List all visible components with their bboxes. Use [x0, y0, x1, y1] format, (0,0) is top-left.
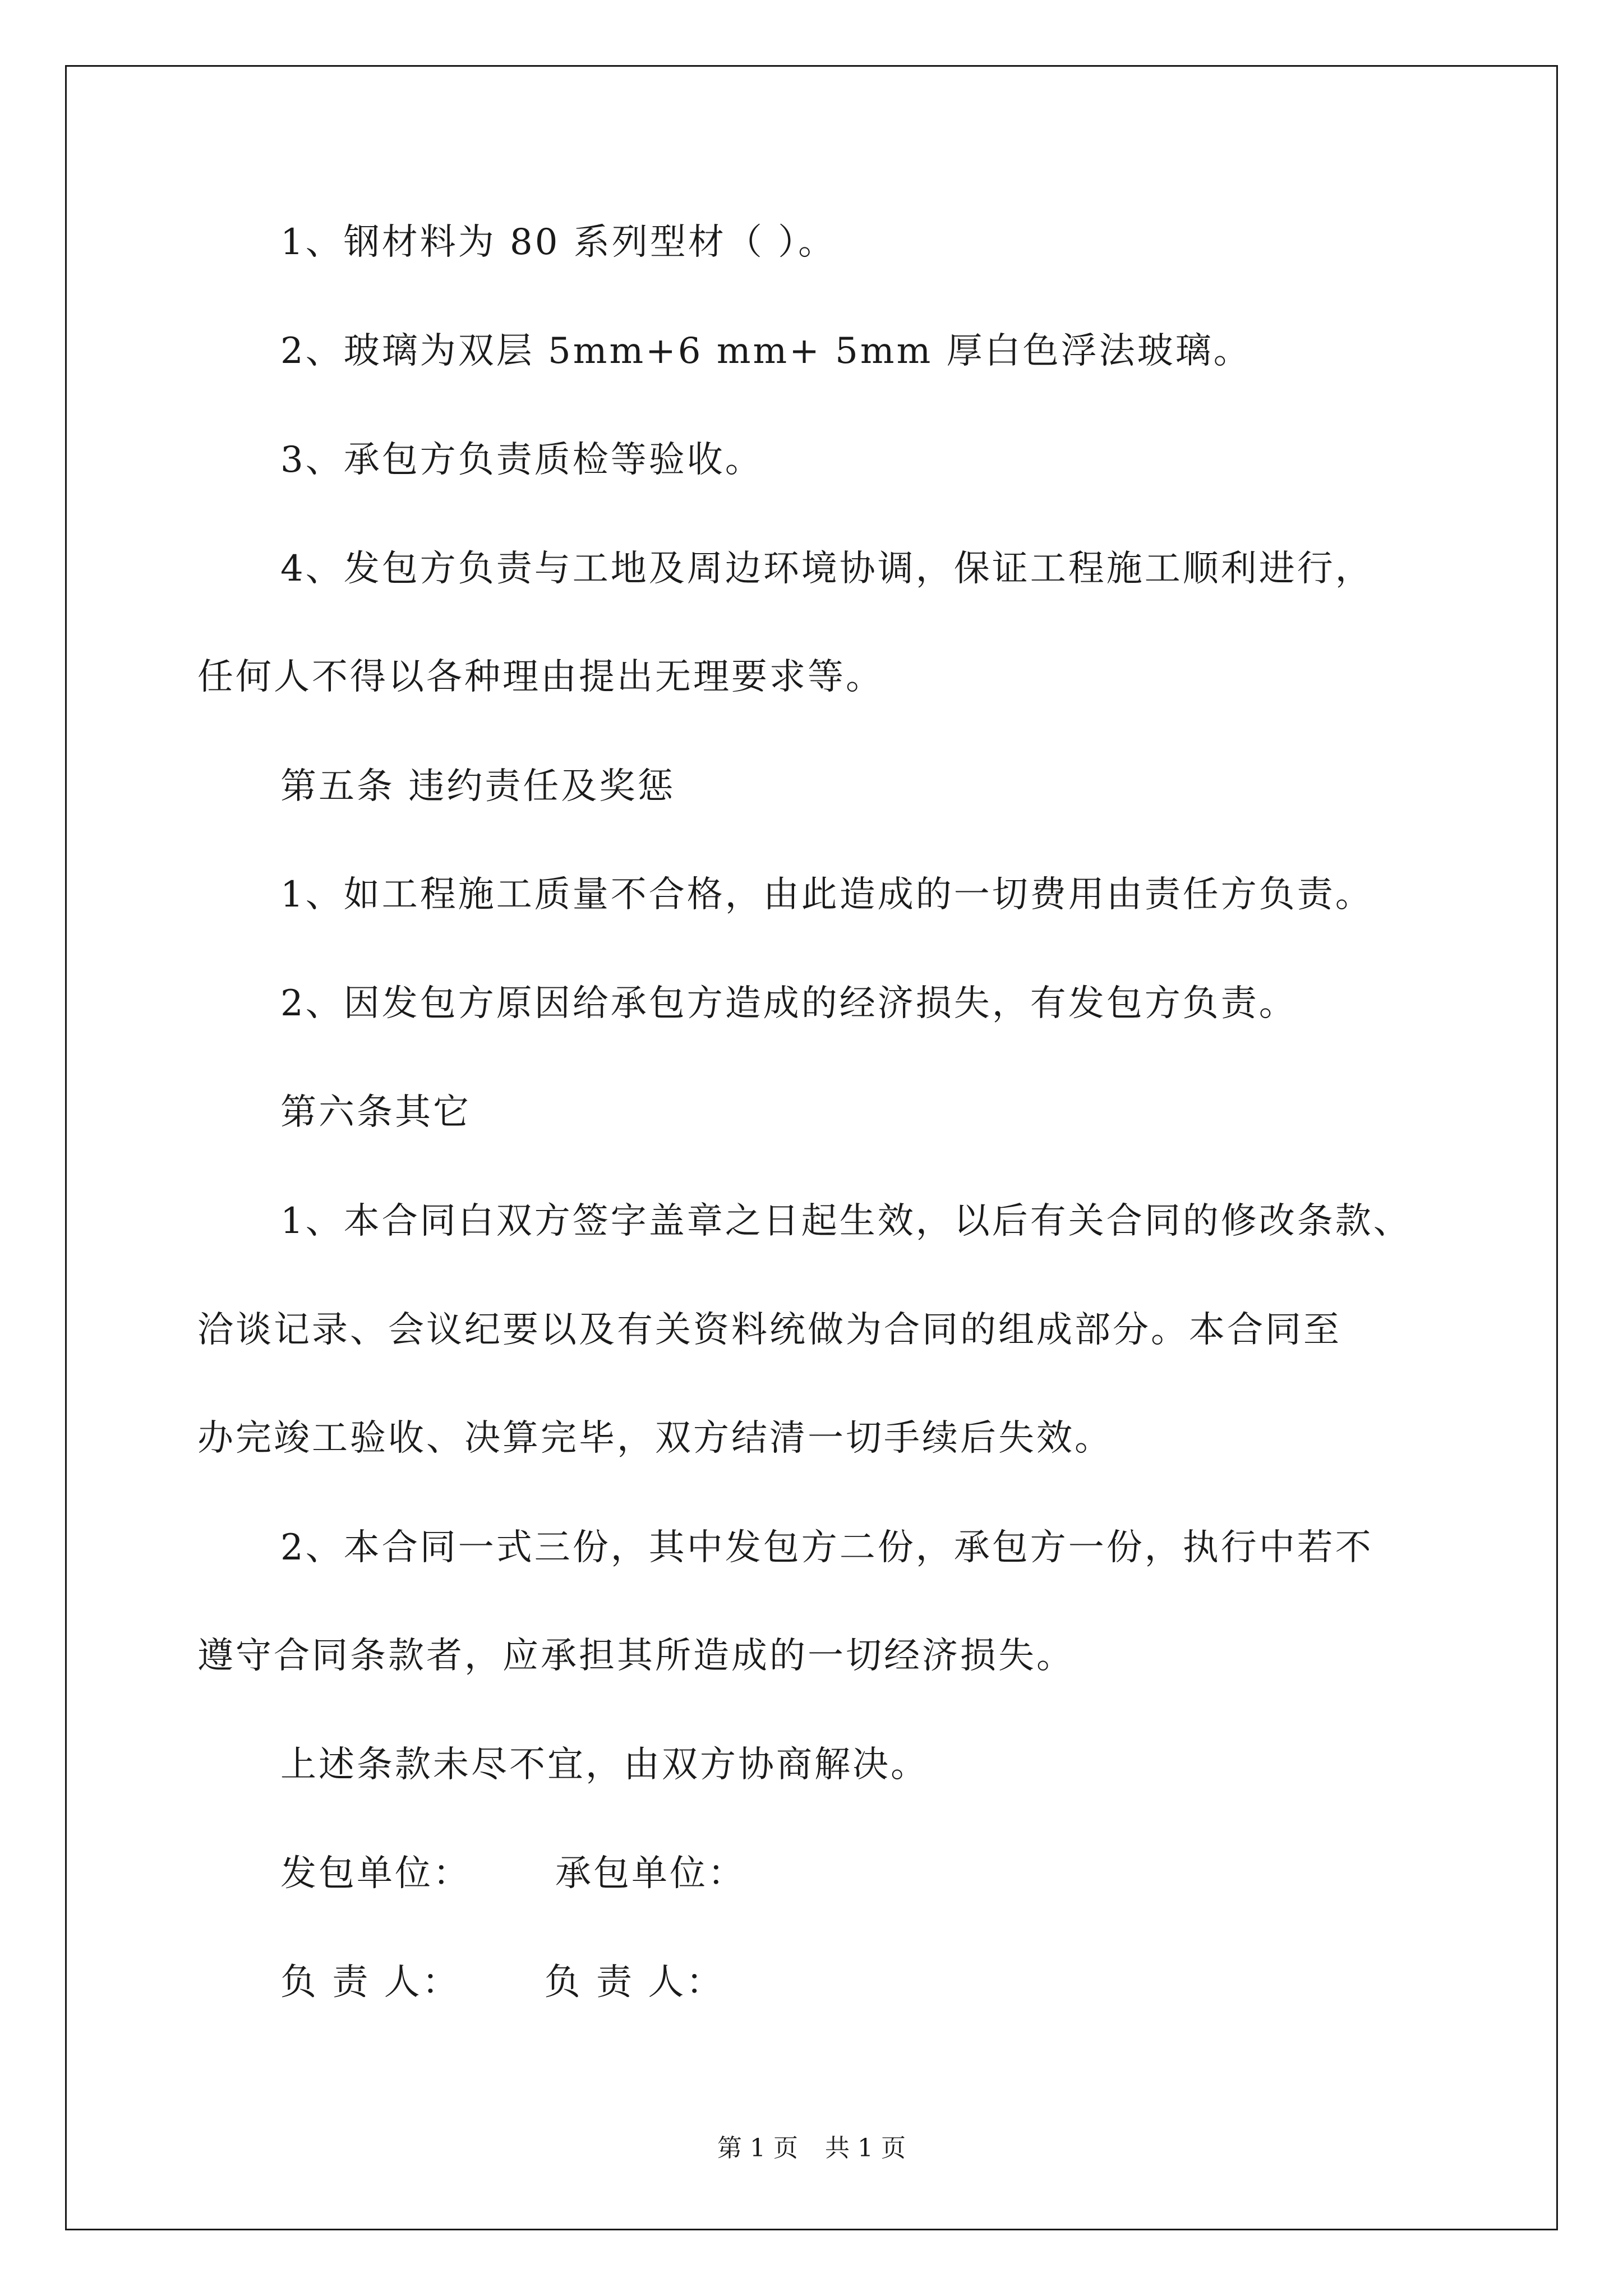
clause-line-4: 4、发包方负责与工地及周边环境协调，保证工程施工顺利进行，	[280, 548, 1373, 590]
clause-line-3: 3、承包方负责质检等验收。	[280, 439, 763, 481]
closing-line: 上述条款未尽不宜，由双方协商解决。	[280, 1744, 929, 1786]
clause-line-6-1-cont-a: 洽谈记录、会议纪要以及有关资料统做为合同的组成部分。本合同至	[197, 1309, 1341, 1351]
clause-line-5-2: 2、因发包方原因给承包方造成的经济损失，有发包方负责。	[280, 983, 1297, 1024]
signature-units-row	[280, 1853, 746, 1894]
signature-persons-row	[280, 1962, 725, 2003]
page-footer	[0, 2136, 1623, 2161]
page-frame	[65, 65, 1558, 2230]
party-a-unit-label: 发包单位：	[280, 1853, 471, 1894]
section-heading-5: 第五条 违约责任及奖惩	[280, 766, 676, 807]
clause-line-6-2: 2、本合同一式三份，其中发包方二份，承包方一份，执行中若不	[280, 1527, 1373, 1568]
party-b-unit-label: 承包单位：	[555, 1853, 746, 1894]
page-total: 共 1 页	[825, 2134, 906, 2162]
clause-line-4-cont: 任何人不得以各种理由提出无理要求等。	[197, 656, 884, 698]
clause-line-2: 2、玻璃为双层 5mm+6 mm+ 5mm 厚白色浮法玻璃。	[280, 330, 1252, 372]
clause-line-6-1-cont-b: 办完竣工验收、决算完毕，双方结清一切手续后失效。	[197, 1418, 1113, 1459]
page-number: 第 1 页	[717, 2134, 798, 2162]
clause-line-6-1: 1、本合同白双方签字盖章之日起生效，以后有关合同的修改条款、	[280, 1200, 1412, 1242]
clause-line-6-2-cont: 遵守合同条款者，应承担其所造成的一切经济损失。	[197, 1635, 1075, 1677]
clause-line-5-1: 1、如工程施工质量不合格，由此造成的一切费用由责任方负责。	[280, 874, 1373, 915]
section-heading-6: 第六条其它	[280, 1092, 471, 1133]
party-b-person-label: 负 责 人：	[544, 1962, 725, 2003]
clause-line-1: 1、钢材料为 80 系列型材（ ）。	[280, 222, 837, 263]
party-a-person-label: 负 责 人：	[280, 1962, 460, 2003]
